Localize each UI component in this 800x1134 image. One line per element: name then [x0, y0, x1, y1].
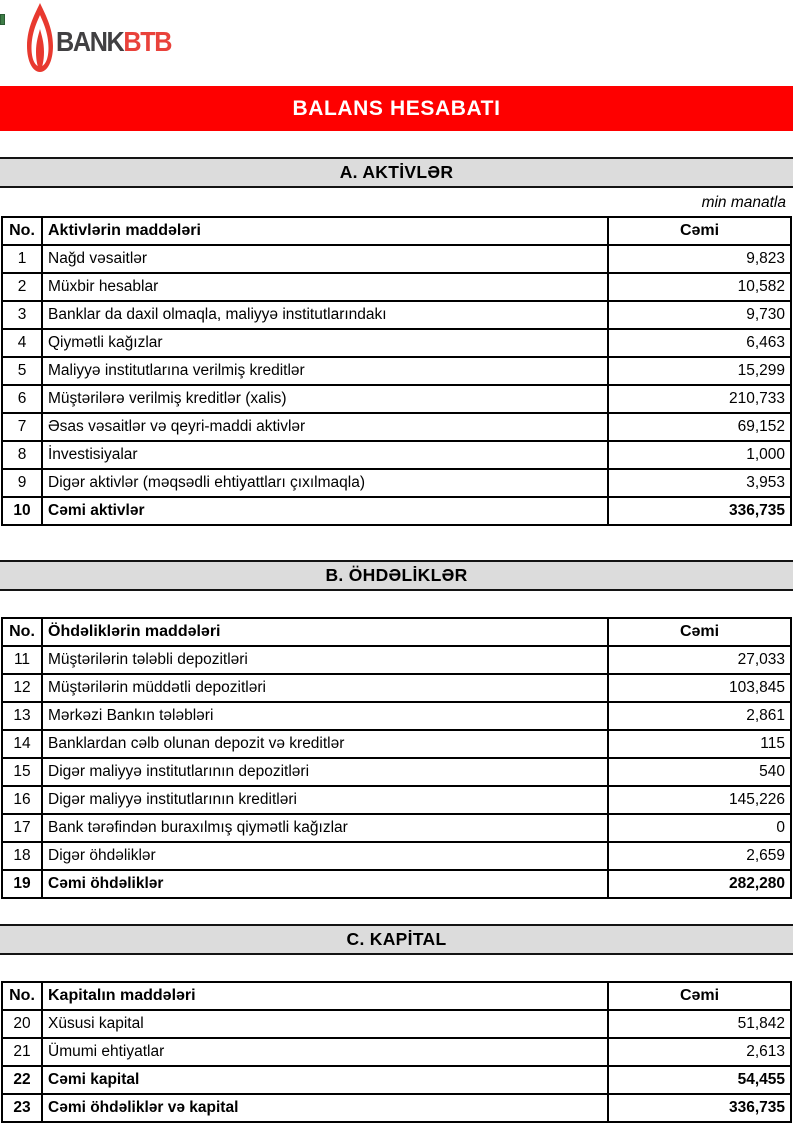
col-header-total: Cəmi [608, 982, 791, 1010]
row-no: 4 [2, 329, 42, 357]
green-mark [0, 14, 5, 25]
row-no: 8 [2, 441, 42, 469]
row-item: Maliyyə institutlarına verilmiş kreditlər [42, 357, 608, 385]
row-item: Digər aktivlər (məqsədli ehtiyattları çıxılmaqla) [42, 469, 608, 497]
row-item: Mərkəzi Bankın tələbləri [42, 702, 608, 730]
row-value: 0 [608, 814, 791, 842]
col-header-no: No. [2, 618, 42, 646]
section-b-band [0, 560, 793, 591]
row-item: Müştərilərin tələbli depozitləri [42, 646, 608, 674]
total-row-liabilities-and-capital [2, 1094, 791, 1122]
row-value: 2,861 [608, 702, 791, 730]
row-value: 9,730 [608, 301, 791, 329]
row-value: 2,659 [608, 842, 791, 870]
row-no: 21 [2, 1038, 42, 1066]
row-value: 54,455 [608, 1066, 791, 1094]
table-row [2, 357, 791, 385]
row-no: 1 [2, 245, 42, 273]
row-no: 19 [2, 870, 42, 898]
row-item: Banklardan cəlb olunan depozit və kreditlər [42, 730, 608, 758]
table-row [2, 469, 791, 497]
table-row [2, 329, 791, 357]
row-no: 18 [2, 842, 42, 870]
total-row-capital [2, 1066, 791, 1094]
col-header-no: No. [2, 217, 42, 245]
row-value: 210,733 [608, 385, 791, 413]
section-a-band [0, 157, 793, 188]
table-row [2, 413, 791, 441]
col-header-total: Cəmi [608, 618, 791, 646]
row-no: 10 [2, 497, 42, 525]
row-no: 22 [2, 1066, 42, 1094]
row-no: 15 [2, 758, 42, 786]
logo-header [0, 0, 800, 86]
row-value: 6,463 [608, 329, 791, 357]
section-c-band [0, 924, 793, 955]
row-item: Cəmi öhdəliklər [42, 870, 608, 898]
col-header-item: Öhdəliklərin maddələri [42, 618, 608, 646]
report-title: BALANS HESABATI [292, 96, 501, 120]
section-a-title: A. AKTİVLƏR [339, 162, 454, 182]
row-item: Digər öhdəliklər [42, 842, 608, 870]
table-header-row [2, 982, 791, 1010]
row-item: Nağd vəsaitlər [42, 245, 608, 273]
table-header-row [2, 217, 791, 245]
row-no: 14 [2, 730, 42, 758]
row-value: 15,299 [608, 357, 791, 385]
table-row [2, 646, 791, 674]
row-value: 51,842 [608, 1010, 791, 1038]
row-item: Digər maliyyə institutlarının kreditləri [42, 786, 608, 814]
row-item: Digər maliyyə institutlarının depozitləri [42, 758, 608, 786]
table-row [2, 730, 791, 758]
wordmark-bank-text: BANK [56, 26, 124, 57]
total-row-liabilities [2, 870, 791, 898]
row-value: 2,613 [608, 1038, 791, 1066]
row-item: Bank tərəfindən buraxılmış qiymətli kağızlar [42, 814, 608, 842]
row-no: 20 [2, 1010, 42, 1038]
table-row [2, 385, 791, 413]
row-no: 23 [2, 1094, 42, 1122]
row-no: 9 [2, 469, 42, 497]
row-item: Müxbir hesablar [42, 273, 608, 301]
table-row [2, 702, 791, 730]
row-no: 3 [2, 301, 42, 329]
col-header-item: Aktivlərin maddələri [42, 217, 608, 245]
table-row [2, 674, 791, 702]
assets-table [1, 216, 792, 526]
table-row [2, 786, 791, 814]
row-item: Müştərilərə verilmiş kreditlər (xalis) [42, 385, 608, 413]
row-no: 11 [2, 646, 42, 674]
table-row [2, 301, 791, 329]
unit-note: min manatla [701, 194, 786, 211]
table-row [2, 1010, 791, 1038]
table-row [2, 245, 791, 273]
row-value: 69,152 [608, 413, 791, 441]
row-value: 3,953 [608, 469, 791, 497]
row-item: Ümumi ehtiyatlar [42, 1038, 608, 1066]
row-no: 16 [2, 786, 42, 814]
row-no: 2 [2, 273, 42, 301]
row-item: Qiymətli kağızlar [42, 329, 608, 357]
row-value: 336,735 [608, 497, 791, 525]
row-item: Müştərilərin müddətli depozitləri [42, 674, 608, 702]
bank-wordmark [56, 26, 171, 58]
wordmark-btb-text: BTB [123, 26, 172, 57]
col-header-total: Cəmi [608, 217, 791, 245]
row-value: 9,823 [608, 245, 791, 273]
row-item: Cəmi öhdəliklər və kapital [42, 1094, 608, 1122]
row-no: 6 [2, 385, 42, 413]
report-title-banner [0, 86, 793, 131]
row-no: 12 [2, 674, 42, 702]
col-header-item: Kapitalın maddələri [42, 982, 608, 1010]
liabilities-table [1, 617, 792, 899]
row-value: 336,735 [608, 1094, 791, 1122]
table-header-row [2, 618, 791, 646]
table-row [2, 758, 791, 786]
row-item: Banklar da daxil olmaqla, maliyyə institutlarındakı [42, 301, 608, 329]
col-header-no: No. [2, 982, 42, 1010]
row-value: 540 [608, 758, 791, 786]
flame-icon [26, 3, 54, 73]
table-row [2, 842, 791, 870]
row-value: 115 [608, 730, 791, 758]
row-item: Xüsusi kapital [42, 1010, 608, 1038]
total-row-assets [2, 497, 791, 525]
table-row [2, 814, 791, 842]
table-row [2, 273, 791, 301]
table-row [2, 441, 791, 469]
row-value: 282,280 [608, 870, 791, 898]
row-value: 27,033 [608, 646, 791, 674]
row-item: İnvestisiyalar [42, 441, 608, 469]
row-value: 1,000 [608, 441, 791, 469]
row-no: 5 [2, 357, 42, 385]
section-b-title: B. ÖHDƏLİKLƏR [325, 565, 468, 585]
row-no: 7 [2, 413, 42, 441]
section-c-title: C. KAPİTAL [346, 929, 447, 949]
row-value: 103,845 [608, 674, 791, 702]
table-row [2, 1038, 791, 1066]
row-value: 10,582 [608, 273, 791, 301]
row-item: Cəmi kapital [42, 1066, 608, 1094]
row-no: 13 [2, 702, 42, 730]
capital-table [1, 981, 792, 1123]
row-item: Əsas vəsaitlər və qeyri-maddi aktivlər [42, 413, 608, 441]
row-value: 145,226 [608, 786, 791, 814]
row-no: 17 [2, 814, 42, 842]
row-item: Cəmi aktivlər [42, 497, 608, 525]
